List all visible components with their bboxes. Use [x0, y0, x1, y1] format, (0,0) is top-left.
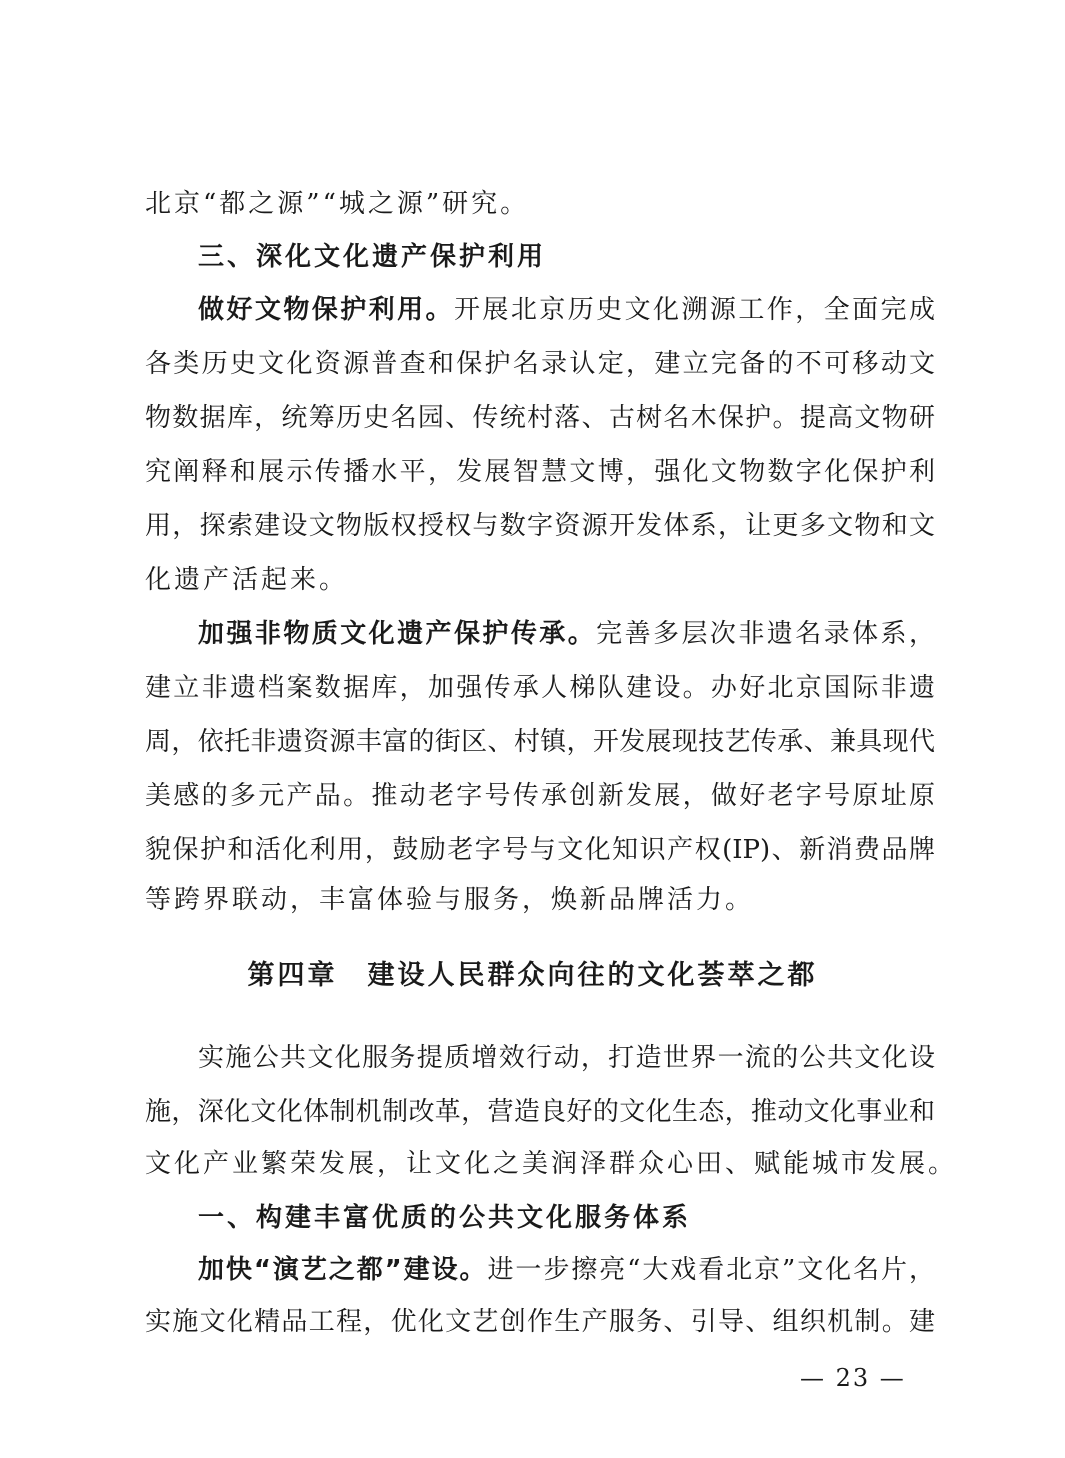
paragraph-line: 实施公共文化服务提质增效行动，打造世界一流的公共文化设 [198, 1043, 935, 1073]
paragraph-text: 完善多层次非遗名录体系， [596, 619, 935, 649]
paragraph-line: 建立非遗档案数据库，加强传承人梯队建设。办好北京国际非遗 [145, 673, 935, 703]
paragraph-line: 物数据库，统筹历史名园、传统村落、古树名木保护。提高文物研 [145, 403, 935, 433]
section-heading-1: 一、构建丰富优质的公共文化服务体系 [198, 1203, 692, 1233]
paragraph-line: 施，深化文化体制机制改革，营造良好的文化生态，推动文化事业和 [145, 1097, 935, 1127]
paragraph-line: 文化产业繁荣发展，让文化之美润泽群众心田、赋能城市发展。 [145, 1149, 958, 1179]
paragraph-text: 进一步擦亮“大戏看北京”文化名片， [487, 1255, 935, 1285]
paragraph-line [198, 614, 935, 654]
paragraph-line: 貌保护和活化利用，鼓励老字号与文化知识产权(IP)、新消费品牌 [145, 835, 935, 865]
paragraph-line: 等跨界联动，丰富体验与服务，焕新品牌活力。 [145, 885, 755, 915]
paragraph-line: 究阐释和展示传播水平，发展智慧文博，强化文物数字化保护利 [145, 457, 935, 487]
paragraph-lead: 加强非物质文化遗产保护传承。 [198, 619, 597, 649]
paragraph-line [198, 290, 935, 330]
paragraph-line: 化遗产活起来。 [145, 565, 349, 595]
paragraph-line [198, 1250, 935, 1290]
paragraph-line: 实施文化精品工程，优化文艺创作生产服务、引导、组织机制。建 [145, 1307, 935, 1337]
paragraph-line: 美感的多元产品。推动老字号传承创新发展，做好老字号原址原 [145, 781, 935, 811]
paragraph-lead: 做好文物保护利用。 [198, 295, 454, 325]
chapter-title: 第四章 建设人民群众向往的文化荟萃之都 [247, 960, 818, 991]
paragraph-text: 开展北京历史文化溯源工作，全面完成 [453, 295, 935, 325]
text-line: 北京“都之源”“城之源”研究。 [145, 189, 530, 219]
paragraph-line: 各类历史文化资源普查和保护名录认定，建立完备的不可移动文 [145, 349, 935, 379]
page-number: — 23 — [800, 1364, 906, 1392]
paragraph-line: 用，探索建设文物版权授权与数字资源开发体系，让更多文物和文 [145, 511, 935, 541]
section-heading-3: 三、深化文化遗产保护利用 [198, 242, 547, 272]
paragraph-lead: 加快“演艺之都”建设。 [198, 1255, 488, 1285]
paragraph-line: 周，依托非遗资源丰富的街区、村镇，开发展现技艺传承、兼具现代 [145, 727, 935, 757]
